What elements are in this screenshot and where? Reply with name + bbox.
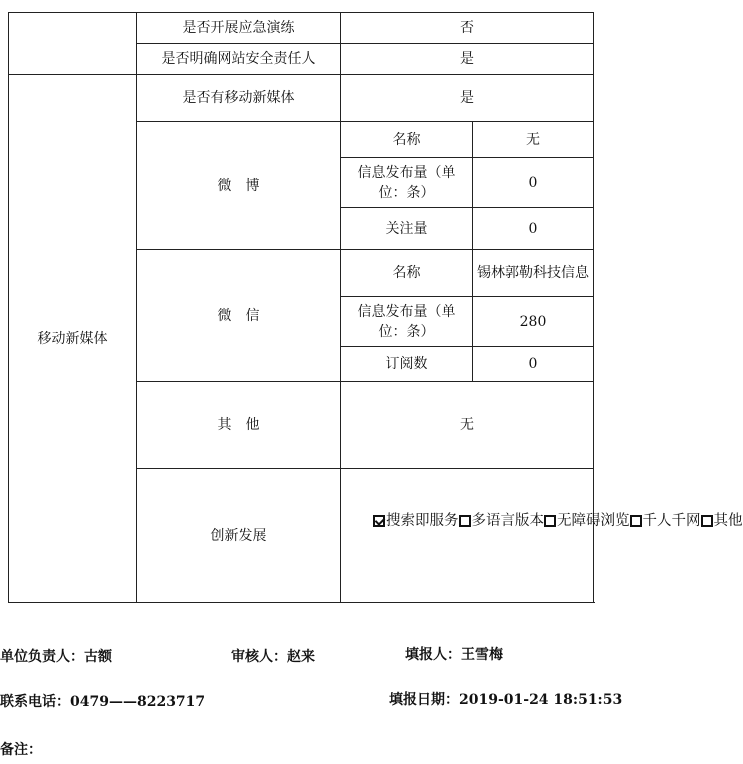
- blank-cell: [9, 13, 137, 75]
- weibo-name-value: 无: [473, 122, 594, 158]
- report-table: [8, 12, 743, 603]
- weibo-posts-value: 0: [473, 158, 594, 208]
- remarks: 备注：: [0, 742, 42, 758]
- has-media-label: 是否有移动新媒体: [137, 75, 341, 122]
- innovation-options-cell: [341, 469, 743, 603]
- option-accessibility: 无障碍浏览: [557, 513, 630, 529]
- security-label: 是否明确网站安全责任人: [137, 44, 341, 75]
- innovation-label: 创新发展: [137, 469, 341, 603]
- weibo-followers-label: 关注量: [341, 208, 473, 250]
- option-other: 其他: [713, 513, 743, 529]
- fill-date: 填报日期：2019-01-24 18:51:53: [389, 692, 623, 708]
- unit-head: 单位负责人：古额: [0, 649, 112, 665]
- phone: 联系电话：0479——8223717: [0, 694, 206, 710]
- option-multilingual: 多语言版本: [471, 513, 544, 529]
- weixin-subscribers-label: 订阅数: [341, 347, 473, 382]
- drill-label: 是否开展应急演练: [137, 13, 341, 44]
- weixin-label: 微 信: [137, 250, 341, 382]
- drill-value: 否: [341, 13, 594, 44]
- weixin-subscribers-value: 0: [473, 347, 594, 382]
- weixin-posts-value: 280: [473, 297, 594, 347]
- weibo-followers-value: 0: [473, 208, 594, 250]
- filler: 填报人：王雪梅: [405, 647, 503, 663]
- innovation-options: [345, 511, 743, 531]
- weixin-posts-label: 信息发布量（单位：条）: [341, 297, 473, 347]
- checkbox-personalized[interactable]: [630, 515, 642, 527]
- other-label: 其 他: [137, 382, 341, 469]
- weibo-posts-label: 信息发布量（单位：条）: [341, 158, 473, 208]
- weixin-name-label: 名称: [341, 250, 473, 297]
- other-value: 无: [341, 382, 594, 469]
- checkbox-accessibility[interactable]: [544, 515, 556, 527]
- option-search-service: 搜索即服务: [386, 513, 459, 529]
- has-media-value: 是: [341, 75, 594, 122]
- weibo-name-label: 名称: [341, 122, 473, 158]
- option-personalized: 千人千网: [642, 513, 701, 529]
- checkbox-multilingual[interactable]: [459, 515, 471, 527]
- checkbox-search-service[interactable]: [373, 515, 385, 527]
- section-label: 移动新媒体: [9, 75, 137, 603]
- weixin-name-value: 锡林郭勒科技信息: [473, 250, 594, 297]
- checkbox-other[interactable]: [701, 515, 713, 527]
- reviewer: 审核人：赵来: [231, 649, 315, 665]
- weibo-label: 微 博: [137, 122, 341, 250]
- security-value: 是: [341, 44, 594, 75]
